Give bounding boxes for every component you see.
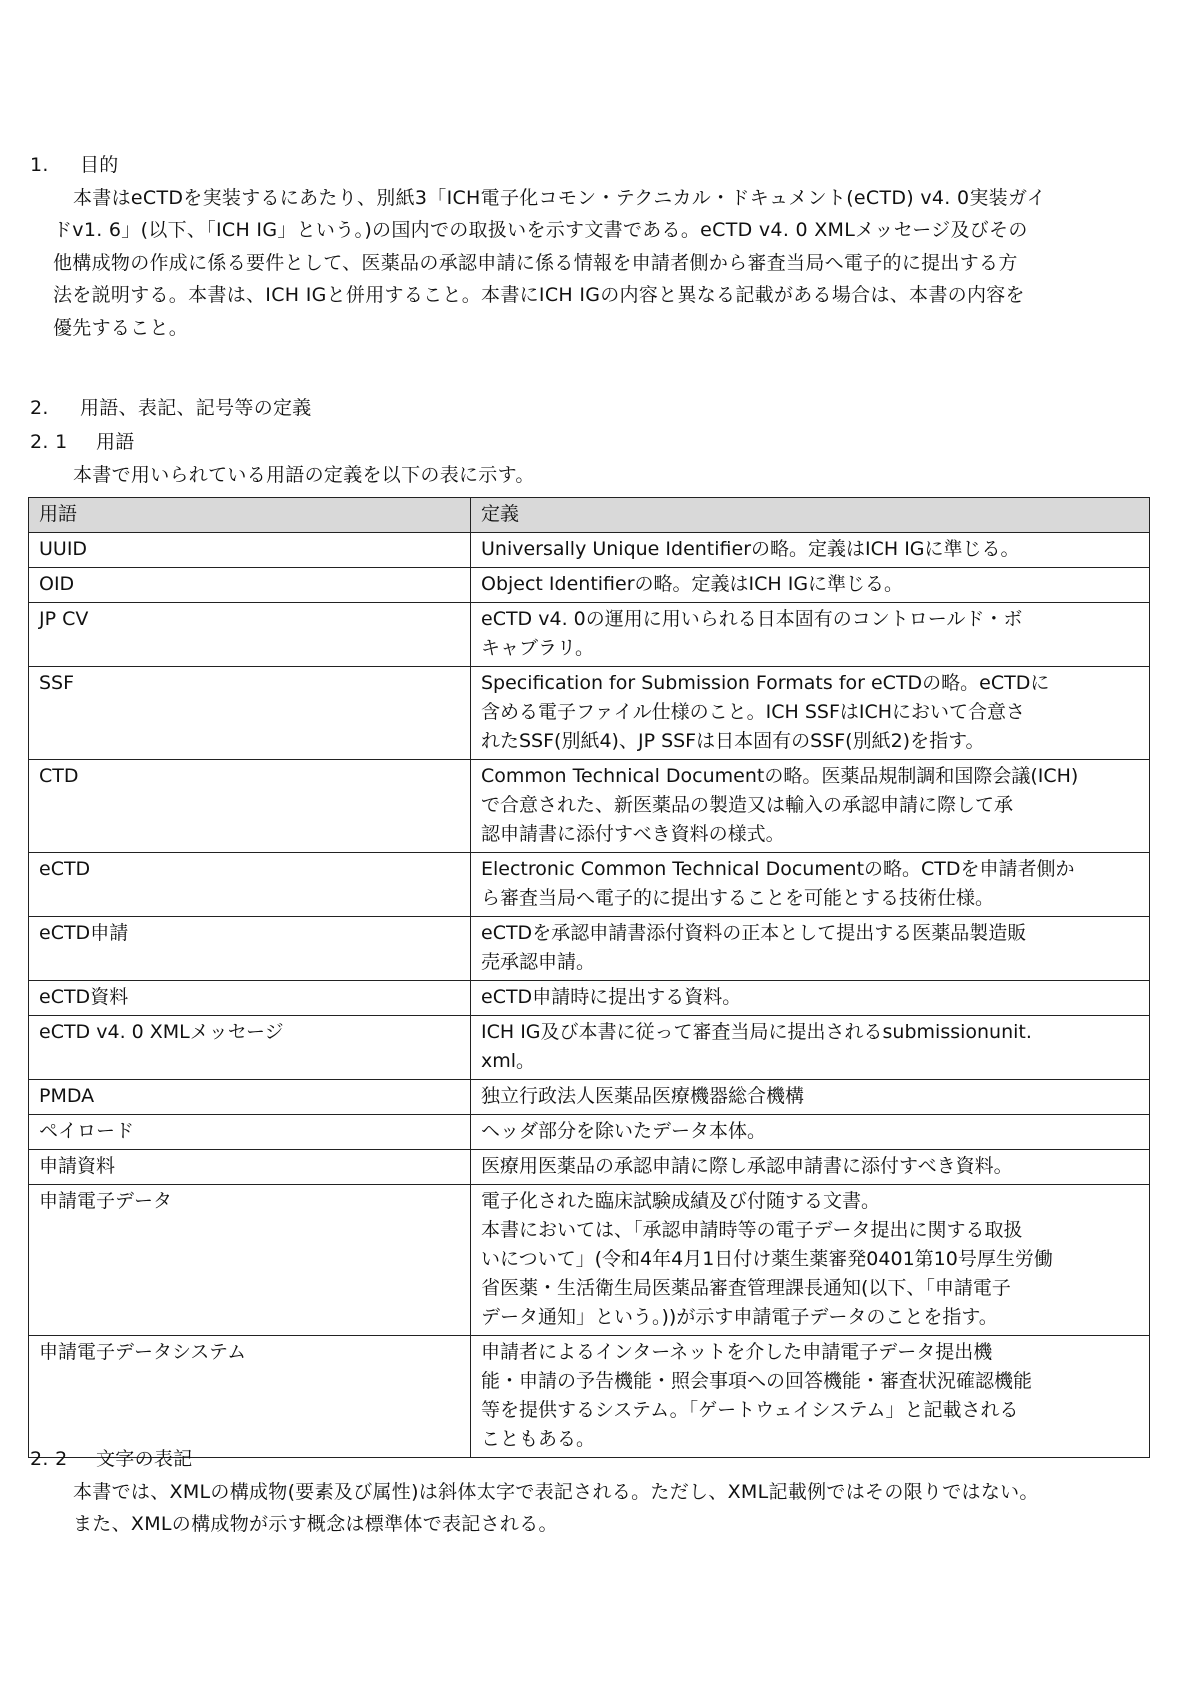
table-header-row: [29, 498, 1150, 533]
definition-line: Universally Unique Identifierの略。定義はICH IGに準じる。: [481, 538, 1020, 560]
term-cell: CTD: [29, 760, 471, 853]
definition-cell: [471, 603, 1150, 667]
column-header-term: 用語: [29, 498, 471, 533]
paragraph-line: 本書はeCTDを実装するにあたり、別紙3「ICH電子化コモン・テクニカル・ドキュメント(eCTD) v4. 0実装ガイ: [73, 187, 1046, 209]
table-row: [29, 1185, 1150, 1336]
terms-table: [28, 497, 1150, 1458]
table-row: [29, 1016, 1150, 1080]
table-row: [29, 1115, 1150, 1150]
section-2-1-heading: [30, 430, 135, 454]
term-cell: ペイロード: [29, 1115, 471, 1150]
definition-line: xml。: [481, 1050, 536, 1072]
term-cell: 申請電子データシステム: [29, 1336, 471, 1458]
definition-line: eCTD v4. 0の運用に用いられる日本固有のコントロールド・ボ: [481, 608, 1023, 630]
term-cell: 申請資料: [29, 1150, 471, 1185]
section-1-heading: [30, 153, 119, 177]
definition-line: ヘッダ部分を除いたデータ本体。: [481, 1120, 767, 1142]
table-row: [29, 1080, 1150, 1115]
definition-line: Electronic Common Technical Documentの略。CTDを申請者側か: [481, 858, 1075, 880]
definition-line: 申請者によるインターネットを介した申請電子データ提出機: [481, 1341, 993, 1363]
definition-line: Specification for Submission Formats for eCTDの略。eCTDに: [481, 672, 1050, 694]
definition-line: キャブラリ。: [481, 637, 595, 659]
definition-line: 売承認申請。: [481, 951, 596, 973]
definition-line: 独立行政法人医薬品医療機器総合機構: [481, 1085, 805, 1107]
definition-cell: [471, 1115, 1150, 1150]
definition-line: Object Identifierの略。定義はICH IGに準じる。: [481, 573, 904, 595]
definition-cell: [471, 1336, 1150, 1458]
table-row: [29, 853, 1150, 917]
term-cell: eCTD: [29, 853, 471, 917]
paragraph-line: 他構成物の作成に係る要件として、医薬品の承認申請に係る情報を申請者側から審査当局へ電子的に提出する方: [53, 252, 1018, 274]
definition-cell: [471, 1080, 1150, 1115]
definition-line: ら審査当局へ電子的に提出することを可能とする技術仕様。: [481, 887, 995, 909]
definition-cell: [471, 853, 1150, 917]
definition-line: で合意された、新医薬品の製造又は輸入の承認申請に際して承: [481, 794, 1014, 816]
term-cell: eCTD申請: [29, 917, 471, 981]
section-title: 用語: [96, 431, 135, 453]
definition-cell: [471, 1185, 1150, 1336]
definition-cell: [471, 1016, 1150, 1080]
term-cell: PMDA: [29, 1080, 471, 1115]
table-row: [29, 981, 1150, 1016]
definition-line: eCTDを承認申請書添付資料の正本として提出する医薬品製造販: [481, 922, 1027, 944]
definition-cell: [471, 760, 1150, 853]
table-body: [29, 533, 1150, 1458]
term-cell: OID: [29, 568, 471, 603]
definition-cell: [471, 568, 1150, 603]
definition-line: こともある。: [481, 1428, 596, 1450]
section-number: 1.: [30, 154, 49, 176]
table-row: [29, 603, 1150, 667]
definition-line: データ通知」という。))が示す申請電子データのことを指す。: [481, 1306, 998, 1328]
section-2-heading: [30, 396, 312, 420]
definition-cell: [471, 917, 1150, 981]
section-title: 文字の表記: [96, 1448, 193, 1470]
definition-cell: [471, 533, 1150, 568]
paragraph-line: ドv1. 6」(以下、「ICH IG」という。)の国内での取扱いを示す文書である。eCTD v4. 0 XMLメッセージ及びその: [53, 219, 1028, 241]
paragraph-line: 法を説明する。本書は、ICH IGと併用すること。本書にICH IGの内容と異なる記載がある場合は、本書の内容を: [53, 284, 1025, 306]
definition-cell: [471, 981, 1150, 1016]
column-header-definition: 定義: [471, 498, 1150, 533]
term-cell: UUID: [29, 533, 471, 568]
term-cell: eCTD v4. 0 XMLメッセージ: [29, 1016, 471, 1080]
section-title: 用語、表記、記号等の定義: [80, 397, 312, 419]
section-number: 2. 2: [30, 1448, 68, 1470]
table-row: [29, 667, 1150, 760]
section-number: 2.: [30, 397, 49, 419]
definition-line: eCTD申請時に提出する資料。: [481, 986, 742, 1008]
table-row: [29, 917, 1150, 981]
table-row: [29, 1150, 1150, 1185]
definition-line: いについて」(令和4年4月1日付け薬生薬審発0401第10号厚生労働: [481, 1248, 1053, 1270]
definition-line: 本書においては、「承認申請時等の電子データ提出に関する取扱: [481, 1219, 1023, 1241]
term-cell: JP CV: [29, 603, 471, 667]
definition-line: 省医薬・生活衛生局医薬品審査管理課長通知(以下、「申請電子: [481, 1277, 1011, 1299]
definition-line: Common Technical Documentの略。医薬品規制調和国際会議(ICH): [481, 765, 1079, 787]
table-row: [29, 1336, 1150, 1458]
definition-line: 電子化された臨床試験成績及び付随する文書。: [481, 1190, 881, 1212]
table-row: [29, 760, 1150, 853]
definition-line: 能・申請の予告機能・照会事項への回答機能・審査状況確認機能: [481, 1370, 1033, 1392]
definition-line: 含める電子ファイル仕様のこと。ICH SSFはICHにおいて合意さ: [481, 701, 1026, 723]
definition-cell: [471, 1150, 1150, 1185]
definition-line: ICH IG及び本書に従って審査当局に提出されるsubmissionunit.: [481, 1021, 1032, 1043]
table-row: [29, 533, 1150, 568]
term-cell: 申請電子データ: [29, 1185, 471, 1336]
definition-cell: [471, 667, 1150, 760]
term-cell: SSF: [29, 667, 471, 760]
paragraph-line: また、XMLの構成物が示す概念は標準体で表記される。: [73, 1513, 558, 1535]
definition-line: 等を提供するシステム。「ゲートウェイシステム」と記載される: [481, 1399, 1019, 1421]
section-title: 目的: [80, 154, 119, 176]
term-cell: eCTD資料: [29, 981, 471, 1016]
section-number: 2. 1: [30, 431, 68, 453]
definition-line: 認申請書に添付すべき資料の様式。: [481, 823, 785, 845]
table-row: [29, 568, 1150, 603]
table-intro: 本書で用いられている用語の定義を以下の表に示す。: [73, 464, 535, 486]
definition-line: 医療用医薬品の承認申請に際し承認申請書に添付すべき資料。: [481, 1155, 1013, 1177]
section-2-2-heading: [30, 1447, 193, 1471]
definition-line: れたSSF(別紙4)、JP SSFは日本固有のSSF(別紙2)を指す。: [481, 730, 985, 752]
paragraph-line: 優先すること。: [53, 317, 189, 339]
paragraph-line: 本書では、XMLの構成物(要素及び属性)は斜体太字で表記される。ただし、XML記載例ではその限りではない。: [73, 1481, 1039, 1503]
